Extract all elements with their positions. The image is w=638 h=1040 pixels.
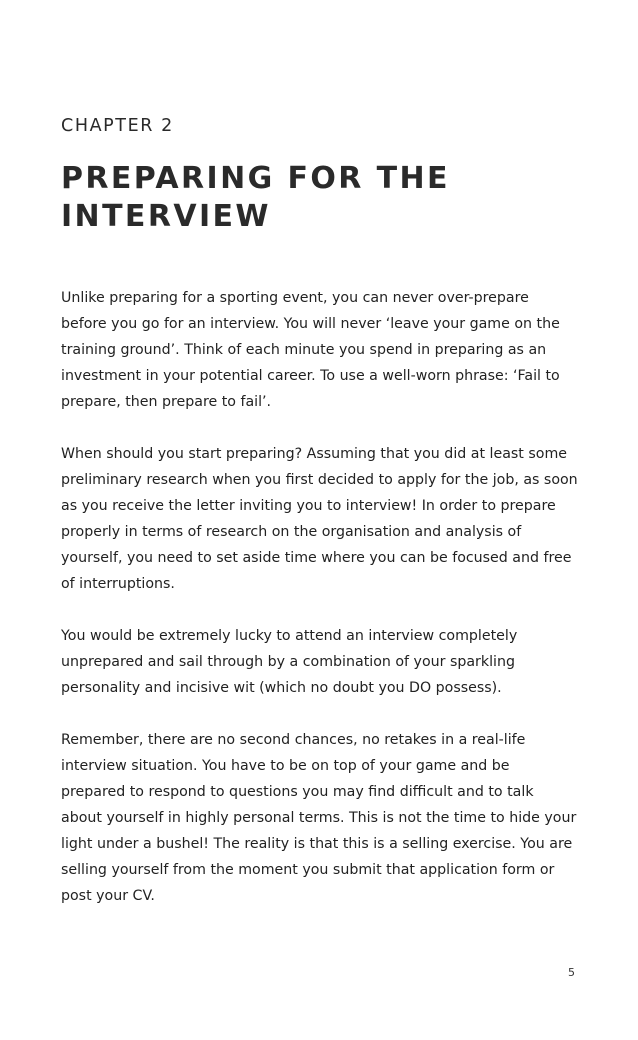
- paragraph-4: [61, 727, 591, 909]
- text-line: about yourself in highly personal terms. This is not the time to hide your: [61, 810, 577, 826]
- text-line: properly in terms of research on the organisation and analysis of: [61, 524, 522, 540]
- text-line: yourself, you need to set aside time where you can be focused and free: [61, 550, 572, 566]
- chapter-title-line: PREPARING FOR THE: [61, 161, 450, 196]
- text-line: before you go for an interview. You will never ‘leave your game on the: [61, 316, 560, 332]
- text-line: unprepared and sail through by a combination of your sparkling: [61, 654, 515, 670]
- text-line: preliminary research when you first decided to apply for the job, as soon: [61, 472, 578, 488]
- chapter-title-line: INTERVIEW: [61, 199, 271, 234]
- paragraph-3: [61, 623, 591, 701]
- text-line: Remember, there are no second chances, no retakes in a real-life: [61, 732, 526, 748]
- text-line: investment in your potential career. To use a well-worn phrase: ‘Fail to: [61, 368, 560, 384]
- text-line: training ground’. Think of each minute you spend in preparing as an: [61, 342, 547, 358]
- chapter-label: CHAPTER 2: [61, 116, 174, 136]
- text-line: When should you start preparing? Assuming that you did at least some: [61, 446, 567, 462]
- text-line: prepare, then prepare to fail’.: [61, 394, 272, 410]
- text-line: post your CV.: [61, 888, 155, 904]
- page-number: 5: [568, 966, 575, 979]
- text-line: interview situation. You have to be on top of your game and be: [61, 758, 510, 774]
- text-line: light under a bushel! The reality is that this is a selling exercise. You are: [61, 836, 573, 852]
- text-line: You would be extremely lucky to attend an interview completely: [61, 628, 518, 644]
- chapter-title: [61, 160, 581, 236]
- paragraph-2: [61, 441, 591, 597]
- text-line: selling yourself from the moment you submit that application form or: [61, 862, 555, 878]
- text-line: personality and incisive wit (which no doubt you DO possess).: [61, 680, 502, 696]
- text-line: prepared to respond to questions you may find difficult and to talk: [61, 784, 534, 800]
- text-line: Unlike preparing for a sporting event, you can never over-prepare: [61, 290, 529, 306]
- paragraph-1: [61, 285, 591, 415]
- text-line: as you receive the letter inviting you to interview! In order to prepare: [61, 498, 556, 514]
- body-text: [61, 285, 591, 935]
- text-line: of interruptions.: [61, 576, 175, 592]
